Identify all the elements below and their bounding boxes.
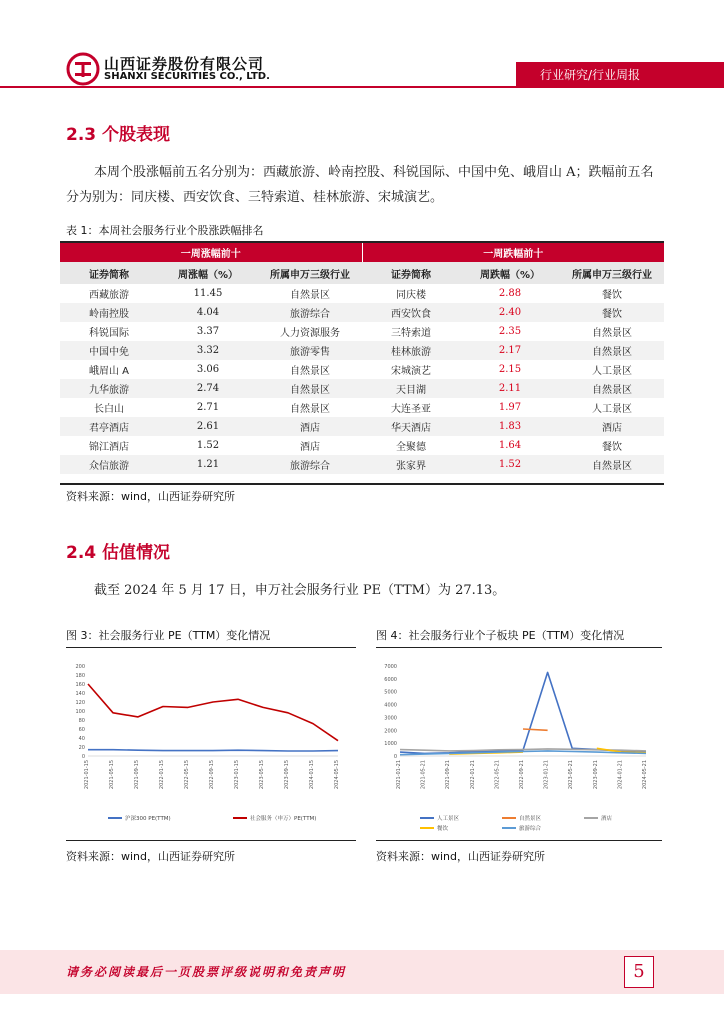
figure4-top-rule (376, 647, 662, 648)
y-tick-label: 0 (81, 754, 85, 760)
y-tick-label: 160 (75, 682, 85, 688)
x-tick-label: 2023-05-15 (259, 760, 265, 790)
figure3-bottom-rule (66, 840, 356, 841)
figure3-source: 资料来源：wind，山西证券研究所 (66, 850, 236, 863)
column-header: 所属申万三级行业 (560, 262, 664, 284)
y-tick-label: 200 (75, 664, 85, 670)
y-tick-label: 120 (75, 700, 85, 706)
table-caption: 表 1：本周社会服务行业个股涨跌幅排名 (66, 224, 264, 237)
x-tick-label: 2023-09-21 (592, 760, 599, 790)
x-tick-label: 2023-09-15 (284, 760, 290, 790)
legend-label: 社会服务（申万）PE(TTM) (250, 816, 317, 822)
table-cell: 2.71 (158, 398, 258, 417)
table-cell: 众信旅游 (60, 455, 158, 474)
table-cell: 2.74 (158, 379, 258, 398)
table-cell: 西藏旅游 (60, 284, 158, 303)
group-header-down: 一周跌幅前十 (362, 243, 664, 262)
table-cell: 1.83 (460, 417, 560, 436)
table-cell: 大连圣亚 (362, 398, 460, 417)
footer-disclaimer: 请务必阅读最后一页股票评级说明和免责声明 (66, 965, 347, 979)
x-tick-label: 2023-01-15 (234, 760, 240, 790)
figure3-top-rule (66, 647, 356, 648)
section-title-stock-performance: 2.3 个股表现 (66, 125, 171, 145)
table-cell: 自然景区 (560, 455, 664, 474)
stock-ranking-table (60, 243, 664, 474)
figure4-chart (376, 656, 662, 836)
table-row (60, 379, 664, 398)
table-cell: 人工景区 (560, 360, 664, 379)
y-tick-label: 180 (75, 673, 85, 679)
report-type: 行业研究/行业周报 (540, 68, 641, 82)
y-tick-label: 4000 (384, 702, 397, 709)
x-tick-label: 2023-05-21 (568, 760, 575, 790)
x-tick-label: 2021-05-21 (420, 760, 427, 790)
table-cell: 峨眉山 A (60, 360, 158, 379)
table-cell: 自然景区 (560, 341, 664, 360)
table-row (60, 360, 664, 379)
table-cell: 1.52 (158, 436, 258, 455)
y-tick-label: 60 (78, 727, 85, 733)
table-cell: 九华旅游 (60, 379, 158, 398)
figure3-chart (66, 656, 356, 836)
figure4-bottom-rule (376, 840, 662, 841)
y-tick-label: 6000 (384, 676, 397, 683)
table-cell: 2.40 (460, 303, 560, 322)
stock-performance-paragraph: 本周个股涨幅前五名分别为：西藏旅游、岭南控股、科锐国际、中国中免、峨眉山 A；跌幅前五名分为别为：同庆楼、西安饮食、三特索道、桂林旅游、宋城演艺。 (66, 165, 654, 205)
table-row (60, 417, 664, 436)
table-cell: 自然景区 (258, 398, 362, 417)
table-cell: 全聚德 (362, 436, 460, 455)
series-line (523, 729, 548, 730)
table-cell: 酒店 (258, 436, 362, 455)
table-cell: 11.45 (158, 284, 258, 303)
table-cell: 天目湖 (362, 379, 460, 398)
column-header: 证券简称 (60, 262, 158, 284)
x-tick-label: 2022-05-15 (184, 760, 190, 790)
table-cell: 岭南控股 (60, 303, 158, 322)
table-row (60, 303, 664, 322)
table-cell: 人工景区 (560, 398, 664, 417)
table-row (60, 322, 664, 341)
x-tick-label: 2024-05-21 (642, 760, 648, 790)
x-tick-label: 2024-01-21 (617, 760, 624, 790)
table-row (60, 455, 664, 474)
table-cell: 旅游零售 (258, 341, 362, 360)
table-cell: 餐饮 (560, 303, 664, 322)
x-tick-label: 2022-09-15 (209, 760, 215, 790)
table-cell: 酒店 (258, 417, 362, 436)
table-cell: 2.61 (158, 417, 258, 436)
column-header: 证券简称 (362, 262, 460, 284)
y-tick-label: 140 (75, 691, 85, 697)
table-cell: 三特索道 (362, 322, 460, 341)
y-tick-label: 2000 (384, 728, 397, 735)
y-tick-label: 5000 (384, 689, 397, 696)
table-cell: 同庆楼 (362, 284, 460, 303)
y-tick-label: 40 (78, 736, 85, 742)
table-cell: 自然景区 (560, 379, 664, 398)
y-tick-label: 80 (78, 718, 85, 724)
table-cell: 2.88 (460, 284, 560, 303)
column-header: 周涨幅（%） (158, 262, 258, 284)
table-cell: 君亭酒店 (60, 417, 158, 436)
valuation-paragraph: 截至 2024 年 5 月 17 日，申万社会服务行业 PE（TTM）为 27.13。 (94, 583, 506, 598)
table-cell: 酒店 (560, 417, 664, 436)
table-cell: 桂林旅游 (362, 341, 460, 360)
table-cell: 2.15 (460, 360, 560, 379)
table-cell: 餐饮 (560, 436, 664, 455)
table-cell: 长白山 (60, 398, 158, 417)
legend-label: 自然景区 (519, 816, 542, 822)
series-line (88, 750, 338, 751)
table-cell: 2.11 (460, 379, 560, 398)
x-tick-label: 2022-01-21 (469, 760, 476, 790)
table-cell: 张家界 (362, 455, 460, 474)
x-tick-label: 2021-01-15 (84, 760, 90, 790)
table-cell: 自然景区 (258, 360, 362, 379)
x-tick-label: 2021-01-21 (396, 760, 402, 790)
table-cell: 人力资源服务 (258, 322, 362, 341)
table-cell: 华天酒店 (362, 417, 460, 436)
page-number: 5 (624, 956, 654, 988)
table-cell: 4.04 (158, 303, 258, 322)
legend-label: 旅游综合 (519, 826, 542, 832)
table-cell: 旅游综合 (258, 455, 362, 474)
table-row (60, 284, 664, 303)
x-tick-label: 2022-01-15 (159, 760, 165, 790)
legend-label: 餐饮 (437, 826, 449, 832)
table-cell: 1.21 (158, 455, 258, 474)
table-cell: 餐饮 (560, 284, 664, 303)
table-cell: 自然景区 (560, 322, 664, 341)
group-header-up: 一周涨幅前十 (60, 243, 362, 262)
table-row (60, 436, 664, 455)
y-tick-label: 7000 (384, 664, 397, 670)
table-row (60, 398, 664, 417)
table-cell: 1.97 (460, 398, 560, 417)
legend-label: 人工景区 (437, 816, 460, 822)
y-tick-label: 1000 (384, 741, 397, 748)
figure4-source: 资料来源：wind，山西证券研究所 (376, 850, 546, 863)
table-cell: 科锐国际 (60, 322, 158, 341)
y-tick-label: 3000 (384, 715, 397, 722)
table-cell: 3.32 (158, 341, 258, 360)
table-bottom-rule (60, 483, 664, 485)
x-tick-label: 2021-09-15 (134, 760, 140, 790)
table-source: 资料来源：wind，山西证券研究所 (66, 490, 236, 503)
x-tick-label: 2021-05-15 (109, 760, 115, 790)
table-cell: 锦江酒店 (60, 436, 158, 455)
section-title-valuation: 2.4 估值情况 (66, 543, 171, 563)
table-cell: 3.37 (158, 322, 258, 341)
x-tick-label: 2023-01-21 (543, 760, 550, 790)
x-tick-label: 2021-09-21 (445, 760, 452, 790)
column-header: 周跌幅（%） (460, 262, 560, 284)
table-cell: 中国中免 (60, 341, 158, 360)
y-tick-label: 100 (75, 709, 85, 715)
table-cell: 旅游综合 (258, 303, 362, 322)
x-tick-label: 2024-01-15 (309, 760, 315, 790)
table-cell: 自然景区 (258, 284, 362, 303)
legend-label: 沪深300 PE(TTM) (125, 816, 171, 822)
x-tick-label: 2022-05-21 (494, 760, 501, 790)
table-cell: 3.06 (158, 360, 258, 379)
column-header: 所属申万三级行业 (258, 262, 362, 284)
company-name-en: SHANXI SECURITIES CO., LTD. (104, 71, 270, 82)
series-line (400, 672, 646, 753)
table-row (60, 341, 664, 360)
y-tick-label: 20 (78, 745, 85, 751)
x-tick-label: 2024-05-15 (334, 760, 340, 790)
series-line (88, 684, 338, 741)
table-cell: 1.52 (460, 455, 560, 474)
y-tick-label: 0 (393, 754, 397, 760)
table-cell: 2.35 (460, 322, 560, 341)
x-tick-label: 2022-09-21 (519, 760, 525, 790)
figure3-caption: 图 3：社会服务行业 PE（TTM）变化情况 (66, 629, 271, 642)
table-cell: 宋城演艺 (362, 360, 460, 379)
table-cell: 自然景区 (258, 379, 362, 398)
table-cell: 2.17 (460, 341, 560, 360)
legend-label: 酒店 (601, 816, 613, 822)
table-cell: 1.64 (460, 436, 560, 455)
figure4-caption: 图 4：社会服务行业个子板块 PE（TTM）变化情况 (376, 629, 625, 642)
table-cell: 西安饮食 (362, 303, 460, 322)
company-name-cn: 山西证券股份有限公司 (104, 55, 265, 73)
